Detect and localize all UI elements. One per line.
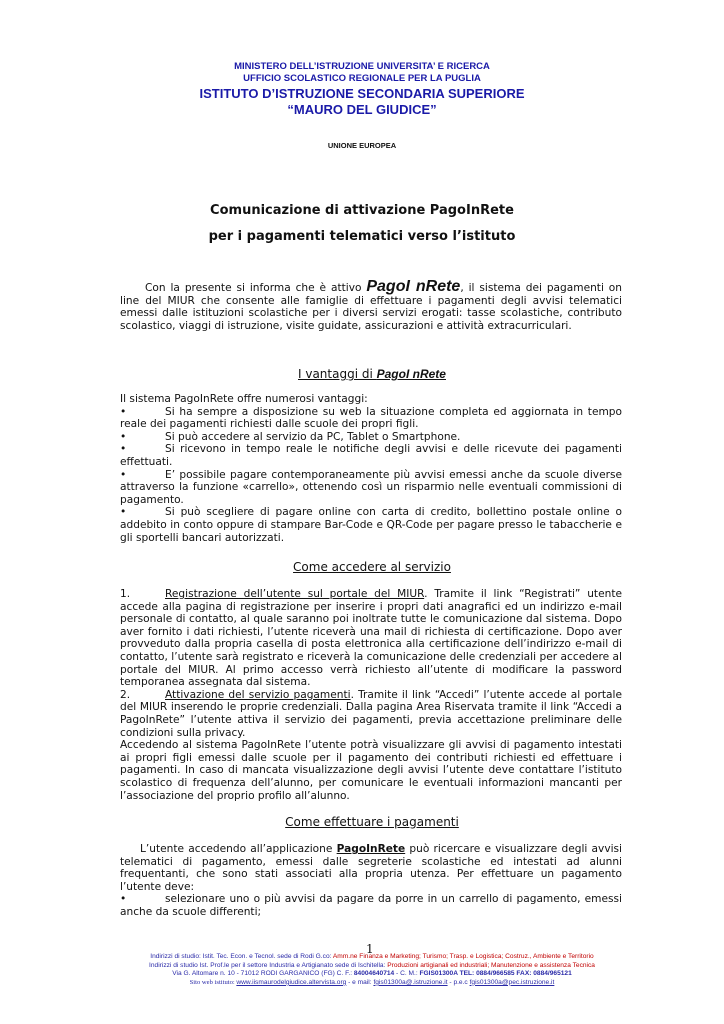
footer-text-highlight: Produzioni artigianali ed industriali; Manutenzione e assistenza Tecnica: [387, 961, 595, 969]
institute-name: ISTITUTO D’ISTRUZIONE SECONDARIA SUPERIORE: [199, 86, 525, 101]
step-1-title: Registrazione dell’utente sul portale del MIUR: [165, 588, 425, 600]
institute-subname: “MAURO DEL GIUDICE”: [287, 102, 437, 117]
list-item: [120, 431, 622, 444]
page-number: 1: [366, 942, 374, 956]
footer-text: Sito web istituto:: [189, 978, 237, 986]
document-title: Comunicazione di attivazione PagoInRete: [210, 203, 514, 218]
footer-line-3: [0, 970, 724, 979]
footer-text-highlight: Amm.ne Finanza e Marketing; Turismo; Trasp. e Logistica; Costruz., Ambiente e Territorio: [332, 953, 594, 960]
step-1-number: 1.: [120, 588, 131, 600]
vantaggi-intro: Il sistema PagoInRete offre numerosi vantaggi:: [120, 393, 368, 405]
section-heading-pagamenti: Come effettuare i pagamenti: [285, 815, 459, 829]
list-item: [120, 893, 622, 918]
step-1: [120, 588, 622, 689]
footer-line-1: [0, 953, 724, 962]
footer: [0, 953, 724, 987]
section-heading-accesso: Come accedere al servizio: [293, 560, 451, 574]
list-item-text: Si ha sempre a disposizione su web la situazione completa ed aggiornata in tempo reale dei pagamenti richiesti dalle scuole dei propri figli.: [120, 405, 622, 431]
footer-text: Indirizzi di studio: Istit. Tec. Econ. e Tecnol. sede di Rodi G.co:: [150, 953, 333, 960]
eu-label: UNIONE EUROPEA: [327, 141, 397, 150]
list-item-text: Si può scegliere di pagare online con carta di credito, bollettino postale online o addebito in conto oppure di stampare Bar-Code e QR-Code per pagare presso le tabaccherie e gli sportelli bancari autorizzati.: [120, 506, 622, 544]
footer-email-link[interactable]: fgis01300a@.istruzione.it: [373, 978, 448, 986]
vantaggi-heading-prefix: I vantaggi di: [298, 367, 377, 381]
bullet-icon: •: [120, 468, 127, 481]
intro-text-after: , il sistema dei pagamenti on line del MIUR che consente alle famiglie di effettuare i pagamenti degli avvisi telematici emessi dalle istituzioni scolastiche per i diversi servizi erogati: tasse scolastiche, contributo scolastico, viaggi di istruzione, visite guidate, assicurazioni e attività extracurriculari.: [120, 282, 622, 332]
accesso-body: [120, 588, 622, 802]
step-2: [120, 689, 622, 739]
list-item: [120, 469, 622, 507]
list-item: [120, 443, 622, 468]
step-2-text: . Tramite il link “Accedi” l’utente accede al portale del MIUR inserendo le proprie credenziali. Dalla pagina Area Riservata tramite il link “Accedi a PagoInRete” l’utente attiva il servizio dei pagamenti, previa accettazione preliminare delle condizioni sulla privacy.: [120, 688, 622, 739]
list-item-text: Si ricevono in tempo reale le notifiche degli avvisi e delle ricevute dei pagamenti effettuati.: [120, 443, 622, 468]
pagamenti-text-before: L’utente accedendo all’applicazione: [140, 843, 337, 855]
step-2-number: 2.: [120, 688, 131, 701]
footer-text: Indirizzi di studio Ist. Prof.le per il settore Industria e Artigianato sede di Ischitella:: [149, 961, 388, 969]
regional-office-line: UFFICIO SCOLASTICO REGIONALE PER LA PUGLIA: [243, 73, 481, 84]
list-item-text: E’ possibile pagare contemporaneamente più avvisi emessi anche da scuole diverse attraverso la funzione «carrello», ottenendo così un risparmio nelle eventuali commissioni di pagamento.: [120, 468, 622, 506]
footer-phone-fax: TEL: 0884/966585 FAX: 0884/965121: [457, 970, 572, 978]
footer-text: - C. M.:: [394, 970, 420, 978]
list-item-text: selezionare uno o più avvisi da pagare da porre in un carrello di pagamento, emessi anche da scuole differenti;: [120, 893, 622, 918]
list-item: [120, 406, 622, 431]
pagamenti-text-after: può ricercare e visualizzare degli avvisi telematici di pagamento, emessi dalle segreterie scolastiche ed intestati ad alunni frequentanti, che sono stati associati alla propria utenza. Per effettuare un pagamento l’utente deve:: [120, 843, 622, 893]
footer-tax-code: 84004640714: [353, 970, 395, 978]
footer-line-2: [0, 962, 724, 971]
intro-brand: PagoI nRete: [366, 278, 461, 295]
list-item: [120, 506, 622, 544]
vantaggi-list: [120, 393, 622, 544]
footer-text: Via G. Altomare n. 10 - 71012 RODI GARGANICO (FG) C. F.:: [172, 970, 354, 978]
list-item-text: Si può accedere al servizio da PC, Tablet o Smartphone.: [165, 430, 461, 443]
section-heading-vantaggi: [0, 367, 724, 381]
step-1-text: . Tramite il link “Registrati” utente accede alla pagina di registrazione per inserire i propri dati anagrafici ed un indirizzo e-mail personale di contatto, al quale saranno poi inoltrate tutte le comunicazione dal sistema. Dopo aver fornito i dati richiesti, l’utente riceverà una mail di richiesta di certificazione. Dopo aver provveduto dalla propria casella di posta elettronica alla certificazione dell’indirizzo e-mail di contatto, l’utente sarà registrato e riceverà la comunicazione delle credenziali per accedere al portale del MIUR. Al primo accesso verrà richiesto all’utente di modificare la password temporanea assegnata dal sistema.: [120, 588, 622, 689]
intro-paragraph: [120, 278, 622, 332]
footer-pec-link[interactable]: fgis01300a@pec.istruzione.it: [469, 978, 555, 986]
bullet-icon: •: [120, 893, 127, 906]
vantaggi-heading-brand: PagoI nRete: [376, 367, 446, 381]
bullet-icon: •: [120, 405, 127, 418]
bullet-icon: •: [120, 506, 127, 519]
ministry-line: MINISTERO DELL’ISTRUZIONE UNIVERSITA’ E RICERCA: [234, 61, 490, 72]
bullet-icon: •: [120, 430, 127, 443]
step-2-title: Attivazione del servizio pagamenti: [165, 688, 351, 701]
footer-website-link[interactable]: www.iismaurodelgiudice.altervista.org: [236, 978, 347, 986]
footer-school-code: FGIS01300A: [419, 970, 458, 978]
footer-text: - e mail:: [346, 978, 374, 986]
document-subtitle: per i pagamenti telematici verso l’istituto: [208, 229, 516, 244]
pagamenti-brand: PagoInRete: [336, 843, 406, 855]
intro-text-before: Con la presente si informa che è attivo: [145, 282, 367, 294]
accesso-after-text: Accedendo al sistema PagoInRete l’utente potrà visualizzare gli avvisi di pagamento intestati ai propri figli emessi dalle scuole per il pagamento dei contributi richiesti ed effettuare i pagamenti. In caso di mancata visualizzazione degli avvisi l’utente deve contattare l’istituto scolastico di frequenza dell’alunno, per comunicare le eventuali informazioni mancanti per l’associazione del proprio profilo all’alunno.: [120, 739, 622, 802]
pagamenti-paragraph: [120, 843, 622, 893]
footer-line-4: [0, 979, 724, 988]
bullet-icon: •: [120, 443, 127, 456]
pagamenti-body: [120, 843, 622, 919]
footer-text: - p.e.c: [447, 978, 470, 986]
